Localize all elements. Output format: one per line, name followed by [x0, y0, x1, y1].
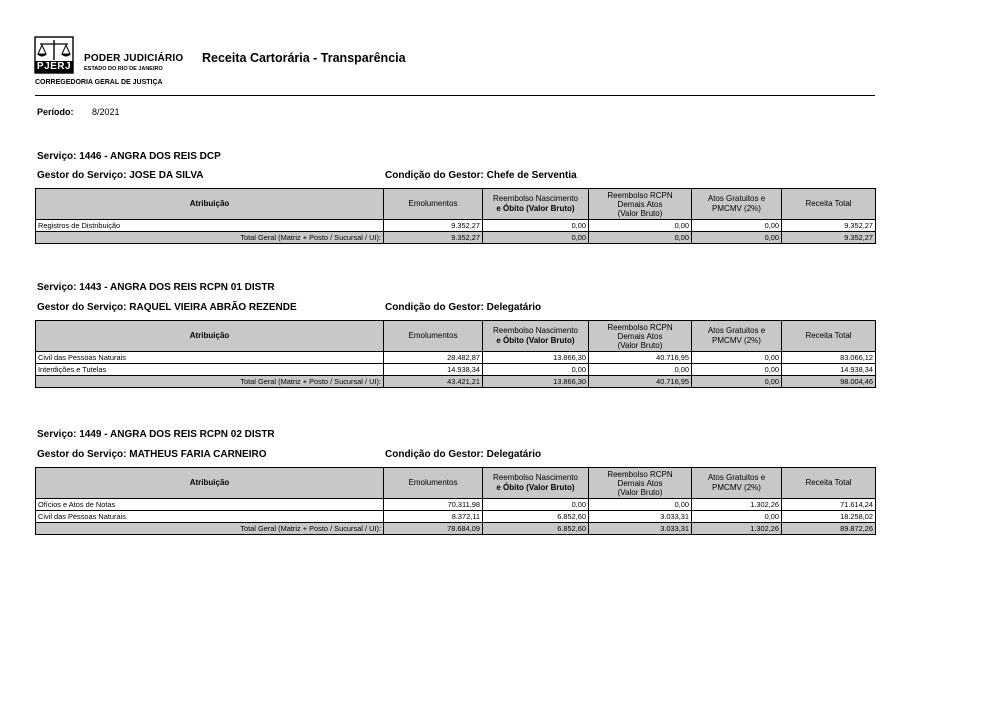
- table-cell: 43.421,21: [384, 376, 483, 388]
- period-value: 8/2021: [92, 107, 120, 117]
- col-reembolso-nascimento: Reembolso Nascimento e Óbito (Valor Bruto): [483, 321, 589, 352]
- col-atos-gratuitos: Atos Gratuitos e PMCMV (2%): [692, 468, 782, 499]
- total-row: [36, 376, 876, 388]
- table-header-row: [36, 189, 876, 220]
- table-cell: 0,00: [589, 499, 692, 511]
- col-atos-gratuitos: Atos Gratuitos e PMCMV (2%): [692, 321, 782, 352]
- page-title: Receita Cartorária - Transparência: [202, 51, 406, 65]
- col-receita-total: Receita Total: [782, 321, 876, 352]
- table-row: [36, 499, 876, 511]
- total-row: [36, 232, 876, 244]
- table-cell: 0,00: [589, 232, 692, 244]
- table-cell: 9.352,27: [384, 232, 483, 244]
- col-emolumentos: Emolumentos: [384, 189, 483, 220]
- table-cell: Civil das Pessoas Naturais: [36, 352, 384, 364]
- service-manager: Gestor do Serviço: RAQUEL VIEIRA ABRÃO REZENDE: [37, 302, 297, 313]
- table-cell: 40.716,95: [589, 352, 692, 364]
- col-atribuicao: Atribuição: [36, 189, 384, 220]
- table-cell: 13.866,30: [483, 352, 589, 364]
- revenue-table: [35, 188, 876, 244]
- table-cell: 0,00: [692, 511, 782, 523]
- table-cell: 18.258,02: [782, 511, 876, 523]
- table-cell: 70.311,98: [384, 499, 483, 511]
- table-cell: 98.004,46: [782, 376, 876, 388]
- col-reembolso-nascimento: Reembolso Nascimento e Óbito (Valor Bruto): [483, 468, 589, 499]
- table-cell: 6.852,60: [483, 523, 589, 535]
- col-atribuicao: Atribuição: [36, 321, 384, 352]
- service-manager: Gestor do Serviço: JOSE DA SILVA: [37, 170, 204, 181]
- table-cell: Total Geral (Matriz + Posto / Sucursal / UI):: [36, 376, 384, 388]
- table-cell: 14.938,34: [782, 364, 876, 376]
- table-cell: 0,00: [692, 352, 782, 364]
- table-cell: Interdições e Tutelas: [36, 364, 384, 376]
- table-cell: 8.372,11: [384, 511, 483, 523]
- table-cell: Ofícios e Atos de Notas: [36, 499, 384, 511]
- org-subtitle: ESTADO DO RIO DE JANEIRO: [84, 66, 163, 72]
- col-reembolso-nascimento: Reembolso Nascimento e Óbito (Valor Bruto): [483, 189, 589, 220]
- revenue-table: [35, 320, 876, 388]
- table-cell: 0,00: [483, 220, 589, 232]
- table-cell: 9.352,27: [782, 220, 876, 232]
- table-cell: 28.482,87: [384, 352, 483, 364]
- table-cell: 6.852,60: [483, 511, 589, 523]
- total-row: [36, 523, 876, 535]
- col-atribuicao: Atribuição: [36, 468, 384, 499]
- manager-condition: Condição do Gestor: Chefe de Serventia: [385, 170, 577, 181]
- table-cell: Registros de Distribuição: [36, 220, 384, 232]
- table-cell: 3.033,31: [589, 511, 692, 523]
- table-cell: 1.302,26: [692, 523, 782, 535]
- table-cell: 78.684,09: [384, 523, 483, 535]
- service-manager: Gestor do Serviço: MATHEUS FARIA CARNEIRO: [37, 449, 267, 460]
- table-cell: 0,00: [692, 364, 782, 376]
- table-row: [36, 220, 876, 232]
- table-cell: 40.716,95: [589, 376, 692, 388]
- table-cell: 0,00: [692, 376, 782, 388]
- table-cell: 0,00: [483, 232, 589, 244]
- manager-condition: Condição do Gestor: Delegatário: [385, 302, 542, 313]
- col-atos-gratuitos: Atos Gratuitos e PMCMV (2%): [692, 189, 782, 220]
- table-cell: 71.614,24: [782, 499, 876, 511]
- col-receita-total: Receita Total: [782, 189, 876, 220]
- manager-condition: Condição do Gestor: Delegatário: [385, 449, 542, 460]
- table-cell: 0,00: [692, 220, 782, 232]
- table-cell: Total Geral (Matriz + Posto / Sucursal / UI):: [36, 232, 384, 244]
- table-cell: 83.066,12: [782, 352, 876, 364]
- col-emolumentos: Emolumentos: [384, 321, 483, 352]
- table-header-row: [36, 321, 876, 352]
- table-cell: 0,00: [483, 364, 589, 376]
- table-cell: 9.352,27: [782, 232, 876, 244]
- period-label: Período:: [37, 107, 74, 117]
- table-cell: 0,00: [589, 364, 692, 376]
- col-reembolso-rcpn: Reembolso RCPN Demais Atos (Valor Bruto): [589, 321, 692, 352]
- table-cell: 0,00: [589, 220, 692, 232]
- table-row: [36, 511, 876, 523]
- department: CORREGEDORIA GERAL DE JUSTIÇA: [35, 79, 163, 86]
- col-reembolso-rcpn: Reembolso RCPN Demais Atos (Valor Bruto): [589, 189, 692, 220]
- table-cell: 9.352,27: [384, 220, 483, 232]
- table-row: [36, 364, 876, 376]
- service-title: Serviço: 1449 - ANGRA DOS REIS RCPN 02 DISTR: [37, 429, 275, 440]
- table-row: [36, 352, 876, 364]
- logo-text: PJERJ: [36, 61, 72, 72]
- table-cell: Civil das Pessoas Naturais: [36, 511, 384, 523]
- service-title: Serviço: 1443 - ANGRA DOS REIS RCPN 01 DISTR: [37, 282, 275, 293]
- table-cell: 89.872,26: [782, 523, 876, 535]
- revenue-table: [35, 467, 876, 535]
- col-emolumentos: Emolumentos: [384, 468, 483, 499]
- col-reembolso-rcpn: Reembolso RCPN Demais Atos (Valor Bruto): [589, 468, 692, 499]
- service-title: Serviço: 1446 - ANGRA DOS REIS DCP: [37, 151, 221, 162]
- table-cell: 14.938,34: [384, 364, 483, 376]
- table-cell: Total Geral (Matriz + Posto / Sucursal / UI):: [36, 523, 384, 535]
- table-cell: 1.302,26: [692, 499, 782, 511]
- header-divider: [35, 95, 875, 96]
- table-cell: 3.033,31: [589, 523, 692, 535]
- table-header-row: [36, 468, 876, 499]
- col-receita-total: Receita Total: [782, 468, 876, 499]
- table-cell: 0,00: [483, 499, 589, 511]
- table-cell: 0,00: [692, 232, 782, 244]
- org-title: PODER JUDICIÁRIO: [84, 53, 184, 64]
- table-cell: 13.866,30: [483, 376, 589, 388]
